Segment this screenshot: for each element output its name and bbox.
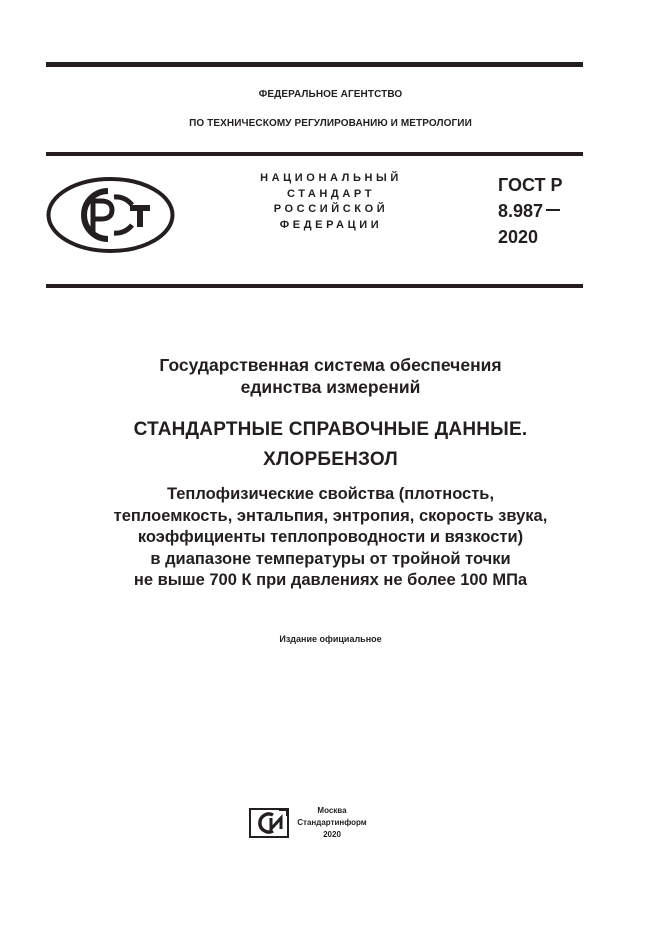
header-rule: [46, 152, 583, 156]
gost-number: 8.987: [498, 201, 544, 221]
main-title-line: СТАНДАРТНЫЕ СПРАВОЧНЫЕ ДАННЫЕ.: [133, 419, 528, 440]
national-standard-label: [242, 171, 420, 233]
gost-year: 2020: [498, 227, 539, 247]
agency-name-line2: ПО ТЕХНИЧЕСКОМУ РЕГУЛИРОВАНИЮ И МЕТРОЛОГИИ: [189, 118, 472, 129]
subtitle-line: в диапазоне температуры от тройной точки: [150, 549, 511, 568]
subtitle-line: не выше 700 К при давлениях не более 100 МПа: [133, 571, 528, 589]
dash-mark: [546, 209, 560, 211]
publisher-name: Стандартинформ: [297, 818, 367, 827]
publication-year: 2020: [323, 830, 341, 839]
national-label-line: РОССИЙСКОЙ: [273, 203, 389, 215]
agency-name-line1: ФЕДЕРАЛЬНОЕ АГЕНТСТВО: [258, 89, 403, 100]
subtitle: [30, 484, 631, 592]
series-title-line: единства измерений: [240, 377, 421, 397]
subtitle-line: теплоемкость, энтальпия, энтропия, скорость звука,: [113, 506, 548, 525]
rst-emblem-icon: [46, 177, 175, 253]
gost-number-row: [498, 198, 563, 224]
national-label-line: СТАНДАРТ: [286, 187, 376, 200]
standartinform-logo-icon: [249, 808, 289, 838]
gost-prefix: ГОСТ Р: [498, 175, 563, 195]
national-label-line: НАЦИОНАЛЬНЫЙ: [260, 172, 402, 184]
publisher-block: [296, 805, 368, 841]
series-title-line: Государственная система обеспечения: [159, 355, 502, 375]
edition-label: Издание официальное: [279, 634, 382, 644]
publisher-city: Москва: [317, 806, 347, 815]
main-title-line: ХЛОРБЕНЗОЛ: [263, 449, 398, 470]
subtitle-line: коэффициенты теплопроводности и вязкости): [137, 528, 524, 546]
national-label-line: ФЕДЕРАЦИИ: [279, 218, 383, 231]
series-title: [30, 354, 631, 398]
banner-rule: [46, 284, 583, 288]
top-rule: [46, 62, 583, 67]
subtitle-line: Теплофизические свойства (плотность,: [166, 485, 495, 503]
standard-designation: [498, 172, 563, 250]
main-title: [30, 415, 631, 475]
